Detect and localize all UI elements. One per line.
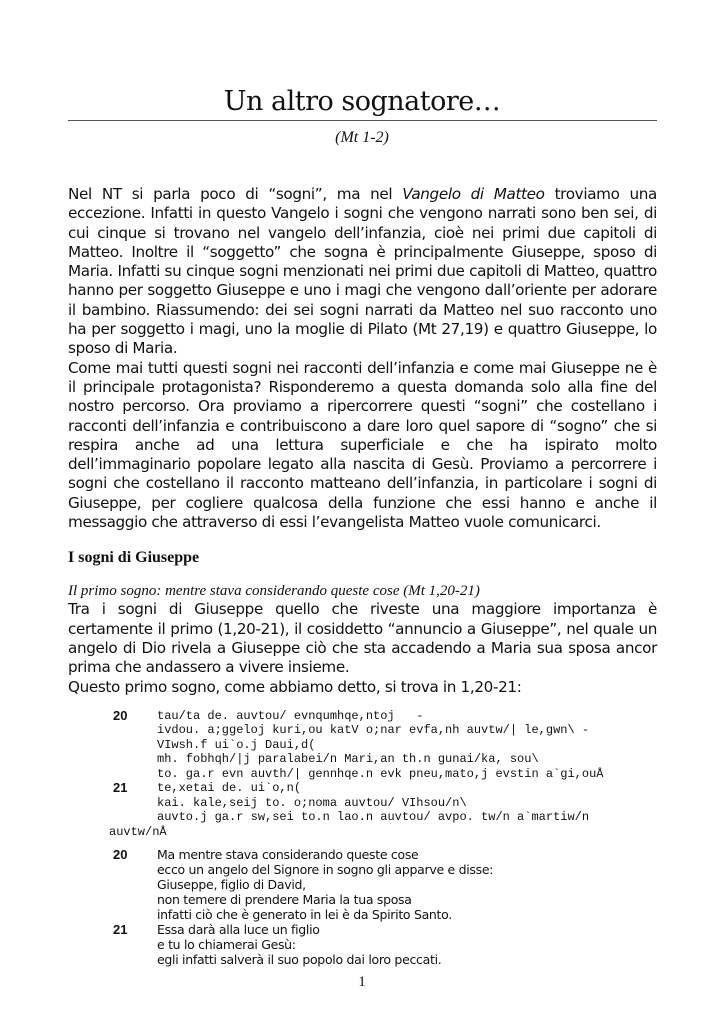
italian-verse-20: Ma mentre stava considerando queste cose ecco un angelo del Signore in sogno gli apparve e disse: Giuseppe, figlio di David, non temere di prendere Maria la tua sposa infatti ciò che è generato in lei è da Spirito Santo. (157, 847, 494, 923)
paragraph-3: Tra i sogni di Giuseppe quello che riveste una maggiore importanza è certamente il primo (1,20-21), il cosiddetto “annuncio a Giuseppe”, nel quale un angelo di Dio rivela a Giuseppe ciò che sta accadendo a Maria sua sposa ancor prima che andassero a vivere insieme. (68, 600, 657, 677)
greek-verse-row (113, 781, 673, 825)
italian-verse-21: Essa darà alla luce un figlio e tu lo chiamerai Gesù: egli infatti salverà il suo popolo dai loro peccati. (157, 922, 442, 968)
intro-paragraph-2: Come mai tutti questi sogni nei racconti dell’infanzia e come mai Giuseppe ne è il principale protagonista? Risponderemo a questa domanda solo alla fine del nostro percorso. Ora proviamo a ripercorrere questi “sogni” che costellano i racconti dell’infanzia e contribuiscono a dare loro quel sapore di “sogno” che si respira anche ad una lettura superficiale e che ha ispirato molto dell’immaginario popolare legato alla nascita di Gesù. Proviamo a percorrere i sogni che costellano il racconto matteano dell’infanzia, in particolare i sogni di Giuseppe, per cogliere qualcosa della funzione che essi hanno e anche il messaggio che attraverso di essi l’evangelista Matteo vuole comunicarci. (68, 358, 657, 532)
verse-number: 20 (113, 707, 128, 723)
greek-text (0, 709, 724, 840)
verse-number: 21 (113, 922, 128, 938)
greek-verse-row (113, 709, 673, 782)
text: troviamo una eccezione. Infatti in questo Vangelo i sogni che vengono narrati sono ben sei, di cui cinque si trovano nel vangelo dell’infanzia, cioè nei primi due capitoli di Matteo. Inoltre il “soggetto” che sogna è principalmente Giuseppe, sposo di Maria. Infatti su cinque sogni menzionati nei primi due capitoli di Matteo, quattro hanno per soggetto Giuseppe e uno i magi che vengono dall’oriente per adorare il bambino. Riassumendo: dei sei sogni narrati da Matteo nel suo racconto uno ha per soggetto i magi, uno la moglie di Pilato (Mt 27,19) e quattro Giuseppe, lo sposo di Maria. (68, 185, 658, 358)
title-rule (68, 120, 657, 121)
intro-section (68, 185, 657, 532)
italian-text (0, 847, 724, 967)
verse-number: 21 (113, 780, 128, 796)
text: Nel NT si parla poco di “sogni”, ma nel (68, 185, 403, 203)
greek-verse-20: tau/ta de. auvtou/ evnqumhqe,ntoj - ivdou. a;ggeloj kuri,ou katV o;nar evfa,nh auvtw/| le,gwn\ - VIwsh.f ui`o.j Daui,d( mh. fobhqh/|j paralabei/n Mari,an th.n gunai/ka, sou\ to. ga.r evn auvth/| gennhqe.n evk pneu,mato,j evstin a`gi,ouÅ (157, 708, 604, 781)
greek-verse-21-wrap: auvtw/nÅ (109, 824, 167, 839)
section-heading: I sogni di Giuseppe (68, 549, 200, 567)
greek-verse-21: te,xetai de. ui`o,n( kai. kale,seij to. o;noma auvtou/ VIhsou/n\ auvto.j ga.r sw,sei to.n lao.n auvtou/ avpo. tw/n a`martiw/n (157, 781, 590, 825)
italian-verse-row (113, 922, 673, 967)
page-subtitle: (Mt 1-2) (335, 129, 389, 146)
intro-paragraph-1 (68, 185, 657, 359)
subsection-heading: Il primo sogno: mentre stava considerando queste cose (Mt 1,20-21) (68, 583, 480, 600)
emphasis: Vangelo di Matteo (402, 185, 545, 203)
page-title: Un altro sognatore… (223, 86, 501, 117)
verse-number: 20 (113, 847, 128, 863)
body-section (68, 600, 657, 696)
page-number: 1 (358, 974, 366, 991)
italian-verse-row (113, 847, 673, 922)
paragraph-4: Questo primo sogno, come abbiamo detto, si trova in 1,20-21: (68, 677, 522, 696)
